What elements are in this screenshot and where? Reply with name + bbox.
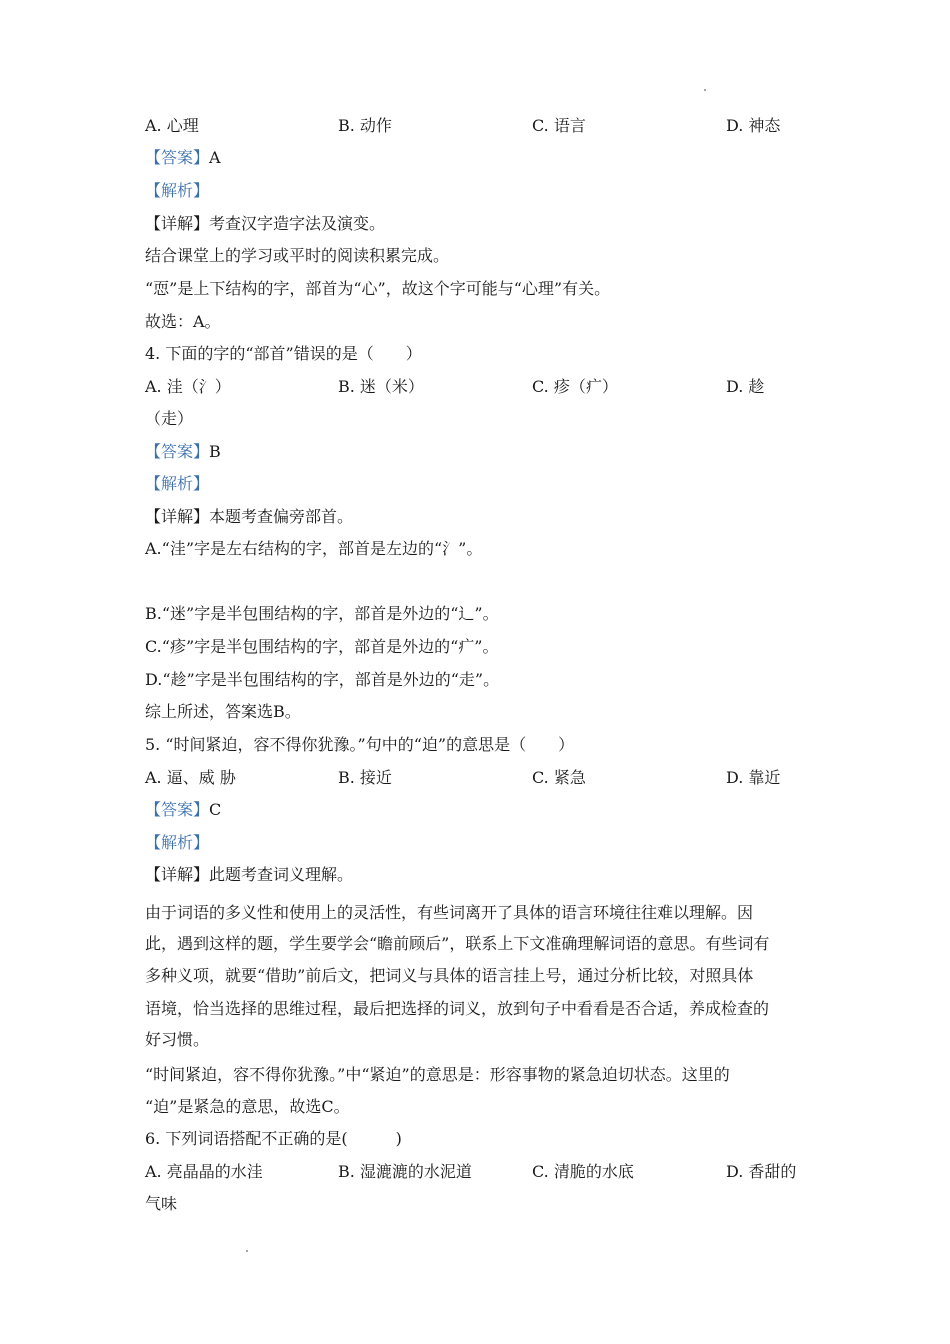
- q4-conclusion: 综上所述，答案选B。: [145, 702, 301, 721]
- q6-option-d-continued: 气味: [145, 1194, 178, 1213]
- q5-explanation-line: 由于词语的多义性和使用上的灵活性，有些词离开了具体的语言环境往往难以理解。因: [145, 903, 754, 922]
- q3-conclusion: 故选：A。: [145, 312, 221, 331]
- answer-value: C: [209, 800, 222, 819]
- q5-explanation-line: 多种义项，就要“借助”前后文，把词义与具体的语言挂上号，通过分析比较，对照具体: [145, 966, 754, 985]
- stray-dot: [704, 89, 706, 91]
- q4-detail: 【详解】本题考查偏旁部首。: [145, 507, 354, 526]
- stray-dot: [246, 1250, 248, 1252]
- q5-option-d: D. 靠近: [726, 768, 781, 787]
- answer-value: B: [209, 442, 221, 461]
- q5-answer: [145, 800, 221, 820]
- q4-explanation-line: B.“迷”字是半包围结构的字，部首是外边的“辶”。: [145, 604, 499, 623]
- q5-explanation-line: 好习惯。: [145, 1030, 210, 1049]
- q4-option-b: B. 迷（米）: [338, 377, 424, 396]
- q6-question: 6. 下列词语搭配不正确的是( ): [145, 1129, 402, 1148]
- q5-conclusion: “迫”是紧急的意思，故选C。: [145, 1097, 350, 1116]
- q5-analysis-tag: 【解析】: [145, 833, 210, 852]
- q6-option-d: D. 香甜的: [726, 1162, 797, 1181]
- q6-option-b: B. 湿漉漉的水泥道: [338, 1162, 472, 1181]
- q3-option-d: D. 神态: [726, 116, 781, 135]
- q4-option-c: C. 疹（疒）: [532, 377, 618, 396]
- q4-explanation-line: A.“洼”字是左右结构的字，部首是左边的“氵”。: [145, 539, 483, 558]
- answer-tag: 【答案】: [145, 442, 210, 461]
- q5-explanation-line: 此，遇到这样的题，学生要学会“瞻前顾后”，联系上下文准确理解词语的意思。有些词有: [145, 934, 770, 953]
- q5-detail: 【详解】此题考查词义理解。: [145, 865, 354, 884]
- q4-option-d: D. 趁: [726, 377, 765, 396]
- q4-option-a: A. 洼（氵）: [145, 377, 231, 396]
- q3-detail: 【详解】考查汉字造字法及演变。: [145, 214, 386, 233]
- q3-explanation-line: 结合课堂上的学习或平时的阅读积累完成。: [145, 246, 450, 265]
- q6-option-c: C. 清脆的水底: [532, 1162, 634, 1181]
- q3-explanation-line: “恧”是上下结构的字，部首为“心”，故这个字可能与“心理”有关。: [145, 279, 611, 298]
- answer-tag: 【答案】: [145, 800, 210, 819]
- q3-option-b: B. 动作: [338, 116, 392, 135]
- q4-question: 4. 下面的字的“部首”错误的是（ ）: [145, 344, 422, 363]
- q3-option-c: C. 语言: [532, 116, 586, 135]
- q5-explanation-line: 语境，恰当选择的思维过程，最后把选择的词义，放到句子中看看是否合适，养成检查的: [145, 999, 770, 1018]
- answer-tag: 【答案】: [145, 148, 210, 167]
- q5-explanation-line: “时间紧迫，容不得你犹豫。”中“紧迫”的意思是：形容事物的紧急迫切状态。这里的: [145, 1065, 730, 1084]
- q5-option-a: A. 逼、威 胁: [145, 768, 236, 787]
- q4-explanation-line: C.“疹”字是半包围结构的字，部首是外边的“疒”。: [145, 637, 499, 656]
- answer-value: A: [209, 148, 221, 167]
- q6-option-a: A. 亮晶晶的水洼: [145, 1162, 263, 1181]
- q4-option-d-continued: （走）: [145, 409, 194, 428]
- q5-option-c: C. 紧急: [532, 768, 586, 787]
- q4-analysis-tag: 【解析】: [145, 474, 210, 493]
- q5-question: 5. “时间紧迫，容不得你犹豫。”句中的“迫”的意思是（ ）: [145, 735, 575, 754]
- q4-answer: [145, 442, 221, 462]
- q3-option-a: A. 心理: [145, 116, 199, 135]
- q3-answer: [145, 148, 221, 168]
- q3-analysis-tag: 【解析】: [145, 181, 210, 200]
- q4-explanation-line: D.“趁”字是半包围结构的字，部首是外边的“走”。: [145, 670, 500, 689]
- q5-option-b: B. 接近: [338, 768, 392, 787]
